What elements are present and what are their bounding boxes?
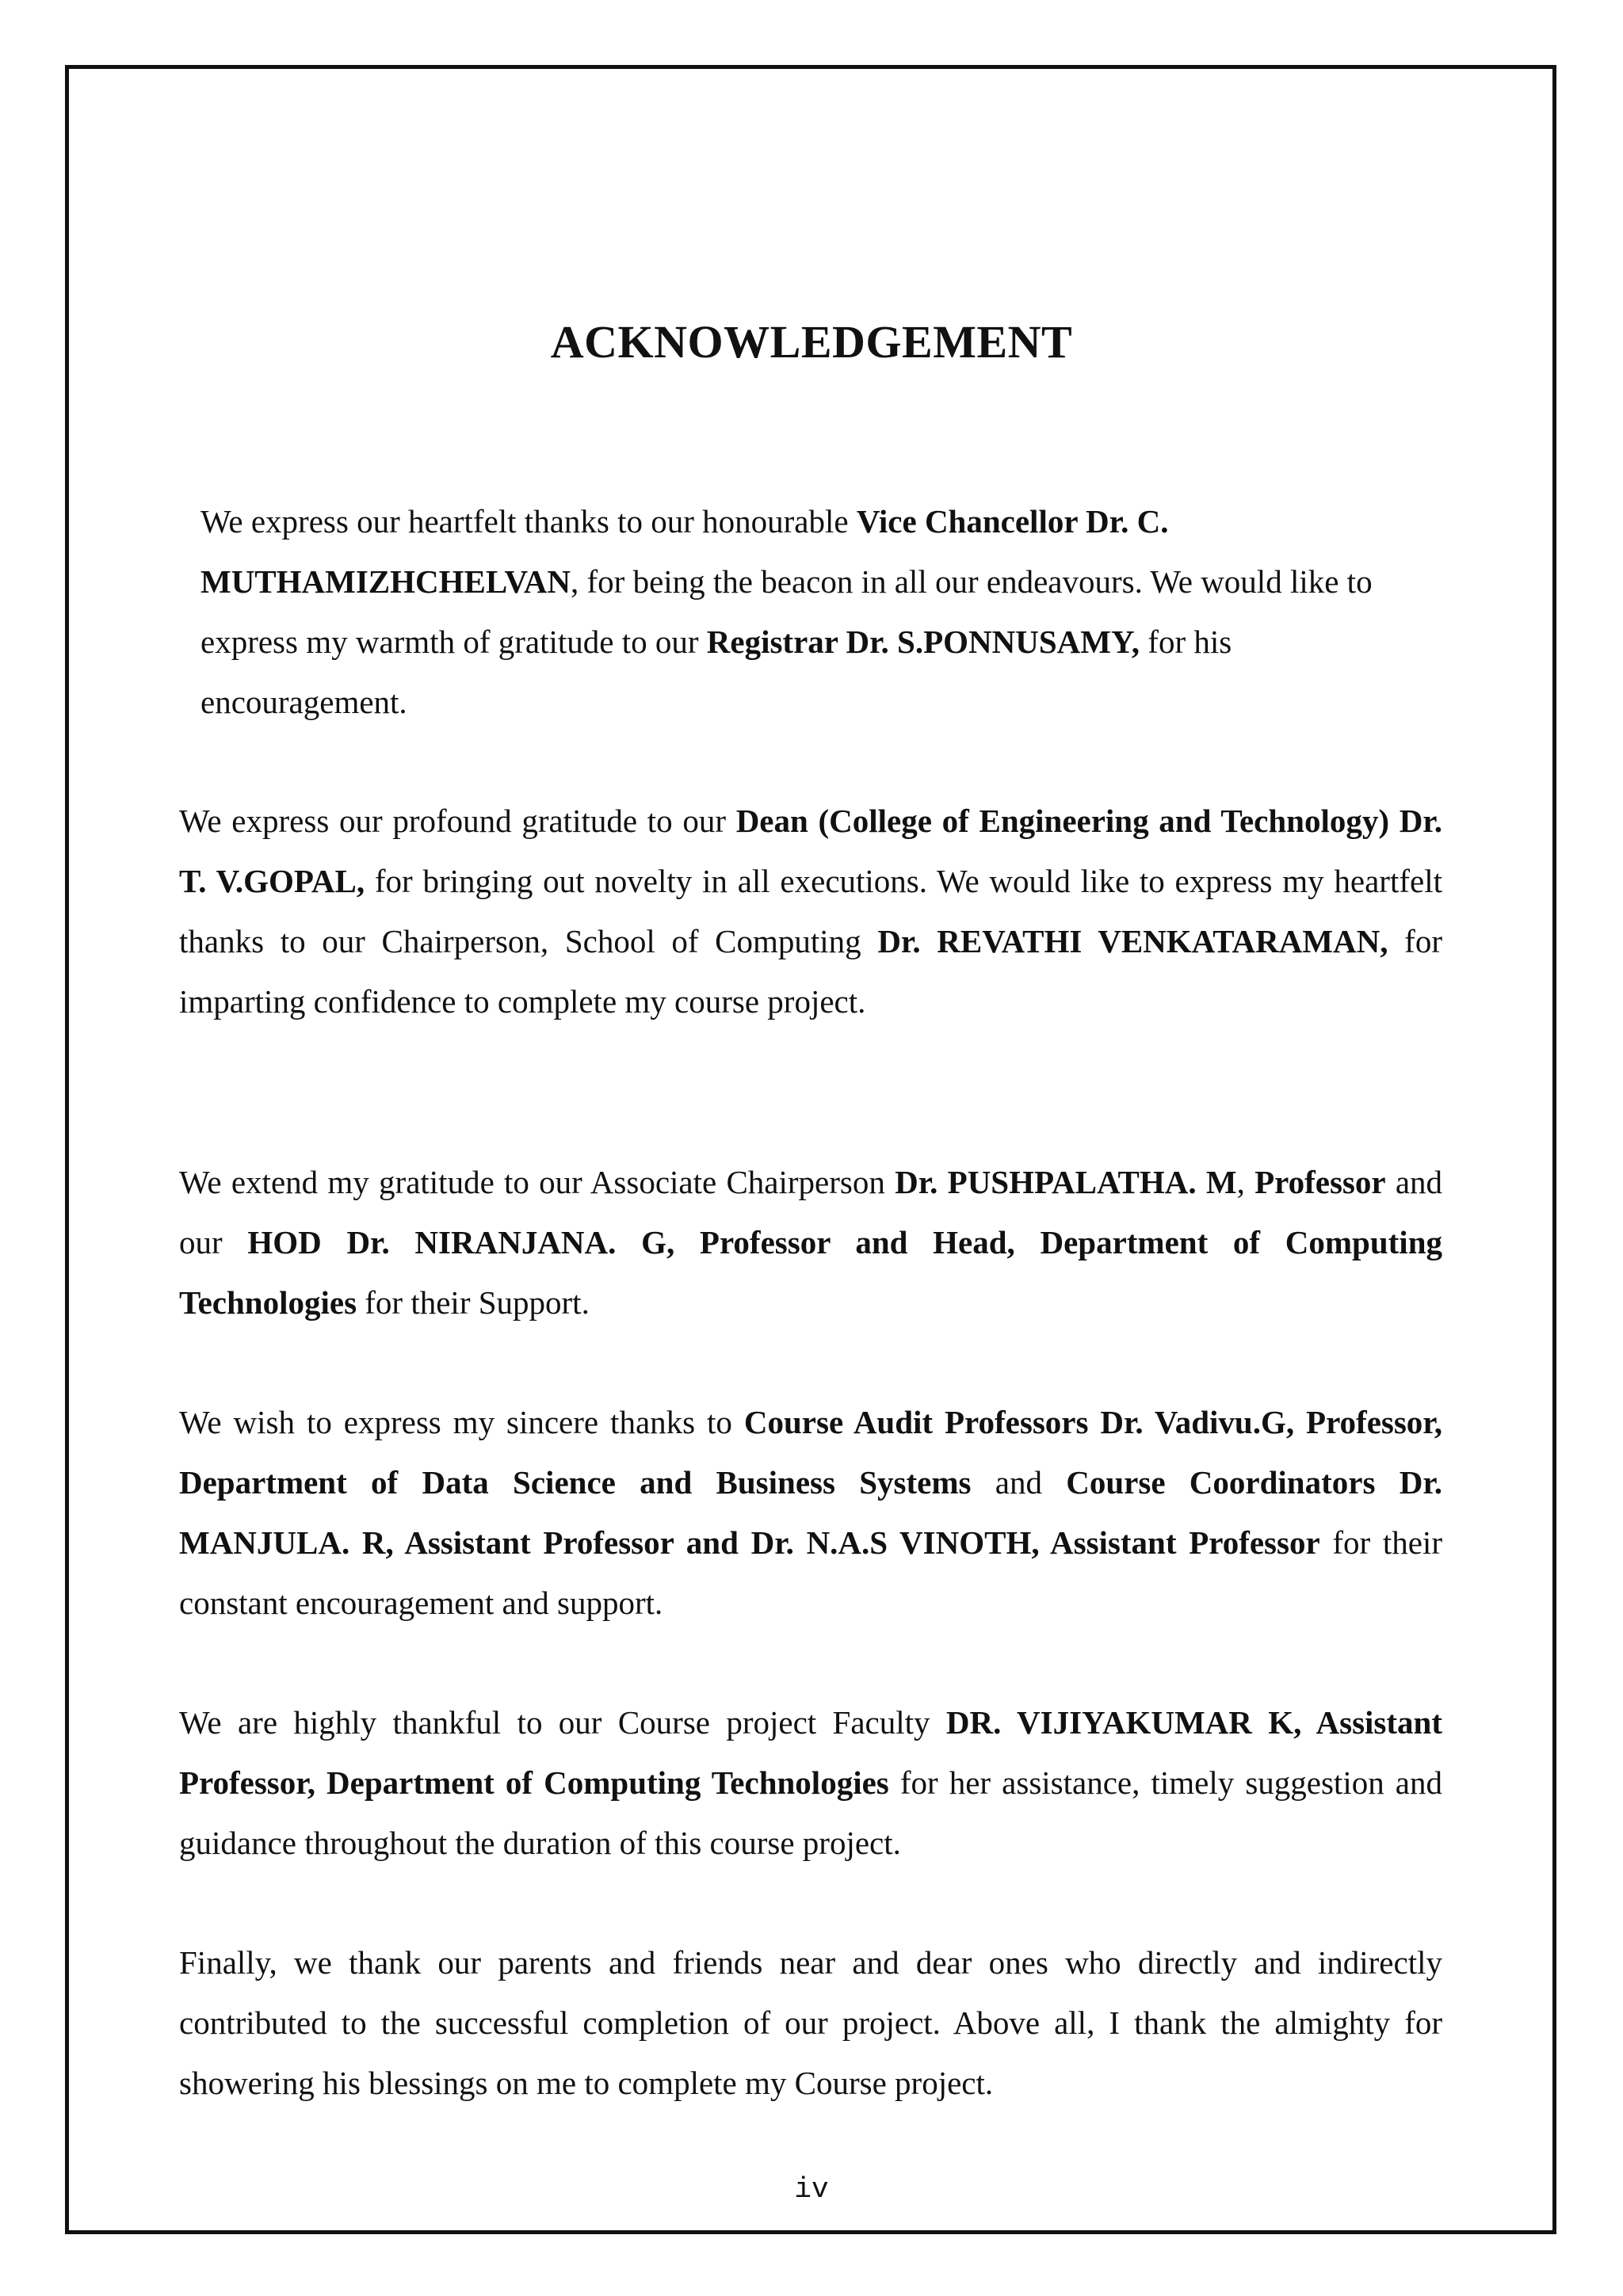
text-run: We express our heartfelt thanks to our honourable	[200, 503, 857, 540]
bold-text-run: Dr. REVATHI VENKATARAMAN,	[877, 923, 1388, 959]
bold-text-run: Dr. PUSHPALATHA. M	[895, 1164, 1237, 1200]
page-border	[65, 65, 1556, 2234]
text-run: for his encouragement.	[200, 624, 1232, 720]
paragraph-course-audit	[179, 1392, 1442, 1633]
bold-text-run: HOD Dr. NIRANJANA. G, Professor and Head, Department of Computing Technologies	[179, 1224, 1442, 1321]
bold-text-run: Dean (College of Engineering and Technology) Dr. T. V.GOPAL,	[179, 803, 1442, 899]
text-run: , for being the beacon in all our endeavours. We would like to express my warmth of gratitude to our	[200, 563, 1373, 660]
text-run: for imparting confidence to complete my course project.	[179, 923, 1442, 1020]
paragraph-associate-chairperson	[179, 1152, 1442, 1333]
page-title: ACKNOWLEDGEMENT	[550, 316, 1073, 368]
text-run: for their Support.	[357, 1284, 590, 1321]
text-run: and	[971, 1464, 1067, 1501]
bold-text-run: Course Coordinators Dr. MANJULA. R, Assistant Professor and Dr. N.A.S VINOTH, Assistant Professor	[179, 1464, 1442, 1561]
paragraph-parents-friends	[179, 1932, 1442, 2113]
page-number: iv	[794, 2173, 829, 2206]
text-run: for her assistance, timely suggestion and guidance throughout the duration of this course project.	[179, 1764, 1442, 1861]
bold-text-run: Course Audit Professors Dr. Vadivu.G, Professor, Department of Data Science and Business Systems	[179, 1404, 1442, 1501]
text-run: for bringing out novelty in all executions. We would like to express my heartfelt thanks to our Chairperson, School of Computing	[179, 863, 1442, 959]
bold-text-run: Vice Chancellor Dr. C. MUTHAMIZHCHELVAN	[200, 503, 1169, 600]
text-run: We express our profound gratitude to our	[179, 803, 736, 839]
text-run: for their constant encouragement and support.	[179, 1524, 1442, 1621]
paragraph-vice-chancellor	[200, 491, 1437, 732]
bold-text-run: Registrar Dr. S.PONNUSAMY,	[706, 624, 1140, 660]
bold-text-run: Professor	[1254, 1164, 1386, 1200]
paragraph-course-faculty	[179, 1692, 1442, 1873]
text-run: We extend my gratitude to our Associate Chairperson	[179, 1164, 896, 1200]
text-run: Finally, we thank our parents and friends near and dear ones who directly and indirectly contributed to the successful completion of our project. Above all, I thank the almighty for showering his blessings on me to complete my Course project.	[179, 1944, 1442, 2101]
paragraph-dean	[179, 791, 1442, 1032]
bold-text-run: DR. VIJIYAKUMAR K, Assistant Professor, Department of Computing Technologies	[179, 1704, 1442, 1801]
text-run: ,	[1236, 1164, 1255, 1200]
text-run: We wish to express my sincere thanks to	[179, 1404, 744, 1440]
text-run: and our	[179, 1164, 1443, 1261]
text-run: We are highly thankful to our Course project Faculty	[179, 1704, 946, 1741]
